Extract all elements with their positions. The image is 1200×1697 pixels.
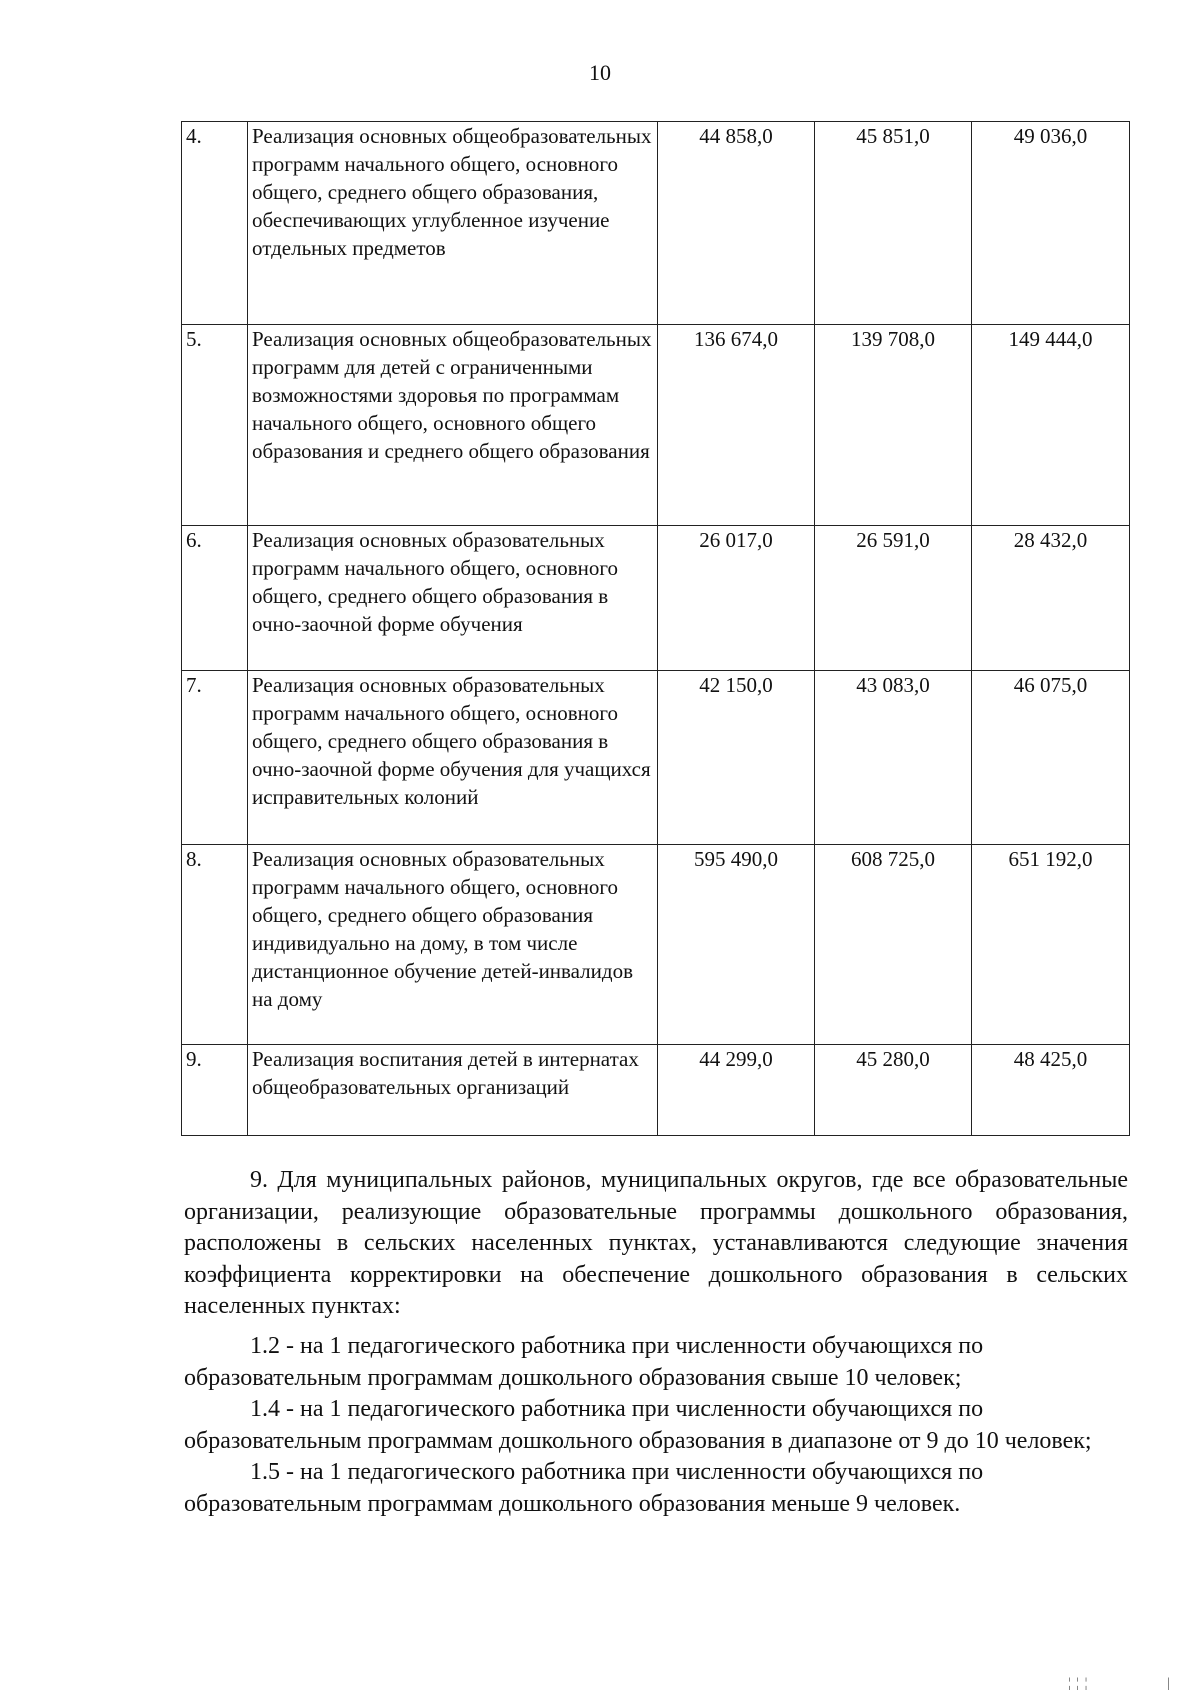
table-row <box>182 671 1130 845</box>
value-col-2: 139 708,0 <box>815 325 972 526</box>
row-description: Реализация основных образовательных программ начального общего, основного общего, среднего общего образования в очно-заочной форме обучения <box>248 526 658 671</box>
row-description: Реализация основных образовательных программ начального общего, основного общего, среднего общего образования в очно-заочной форме обучения для учащихся исправительных колоний <box>248 671 658 845</box>
row-description: Реализация воспитания детей в интернатах общеобразовательных организаций <box>248 1045 658 1136</box>
value-col-3: 149 444,0 <box>972 325 1130 526</box>
table-row <box>182 122 1130 325</box>
scan-mark: | <box>1167 1676 1170 1691</box>
row-description: Реализация основных общеобразовательных программ начального общего, основного общего, среднего общего образования, обеспечивающих углубленное изучение отдельных предметов <box>248 122 658 325</box>
value-col-2: 26 591,0 <box>815 526 972 671</box>
value-col-1: 136 674,0 <box>658 325 815 526</box>
value-col-3: 48 425,0 <box>972 1045 1130 1136</box>
value-col-1: 44 858,0 <box>658 122 815 325</box>
table-row <box>182 325 1130 526</box>
row-number: 7. <box>182 671 248 845</box>
value-col-2: 608 725,0 <box>815 845 972 1045</box>
row-description: Реализация основных образовательных программ начального общего, основного общего, среднего общего образования индивидуально на дому, в том числе дистанционное обучение детей-инвалидов на дому <box>248 845 658 1045</box>
value-col-2: 45 851,0 <box>815 122 972 325</box>
table-row <box>182 845 1130 1045</box>
value-col-1: 595 490,0 <box>658 845 815 1045</box>
paragraph-9 <box>184 1165 1128 1323</box>
value-col-2: 43 083,0 <box>815 671 972 845</box>
table-row <box>182 526 1130 671</box>
value-col-1: 42 150,0 <box>658 671 815 845</box>
row-number: 8. <box>182 845 248 1045</box>
list-item: 1.2 - на 1 педагогического работника при численности обучающихся по образовательным программам дошкольного образования свыше 10 человек; <box>184 1333 984 1391</box>
row-number: 4. <box>182 122 248 325</box>
row-number: 5. <box>182 325 248 526</box>
value-col-3: 49 036,0 <box>972 122 1130 325</box>
scan-mark: ¦ ¦ ¦ <box>1068 1676 1089 1691</box>
value-col-3: 28 432,0 <box>972 526 1130 671</box>
page-number: 10 <box>589 60 611 85</box>
value-col-3: 46 075,0 <box>972 671 1130 845</box>
coefficient-list <box>184 1331 1128 1520</box>
paragraph-9-text: 9. Для муниципальных районов, муниципальных округов, где все образовательные организации, реализующие образовательные программы дошкольного образования, расположены в сельских населенных пунктах, устанавливаются следующие значения коэффициента корректировки на обеспечение дошкольного образования в сельских населенных пунктах: <box>184 1167 1128 1319</box>
row-number: 6. <box>182 526 248 671</box>
row-number: 9. <box>182 1045 248 1136</box>
value-col-1: 26 017,0 <box>658 526 815 671</box>
table-row <box>182 1045 1130 1136</box>
row-description: Реализация основных общеобразовательных программ для детей с ограниченными возможностями здоровья по программам начального общего, основного общего образования и среднего общего образования <box>248 325 658 526</box>
list-item: 1.4 - на 1 педагогического работника при численности обучающихся по образовательным программам дошкольного образования в диапазоне от 9 до 10 человек; <box>184 1396 1092 1454</box>
data-table <box>181 121 1130 1136</box>
value-col-1: 44 299,0 <box>658 1045 815 1136</box>
value-col-2: 45 280,0 <box>815 1045 972 1136</box>
list-item: 1.5 - на 1 педагогического работника при численности обучающихся по образовательным программам дошкольного образования меньше 9 человек. <box>184 1459 984 1517</box>
value-col-3: 651 192,0 <box>972 845 1130 1045</box>
